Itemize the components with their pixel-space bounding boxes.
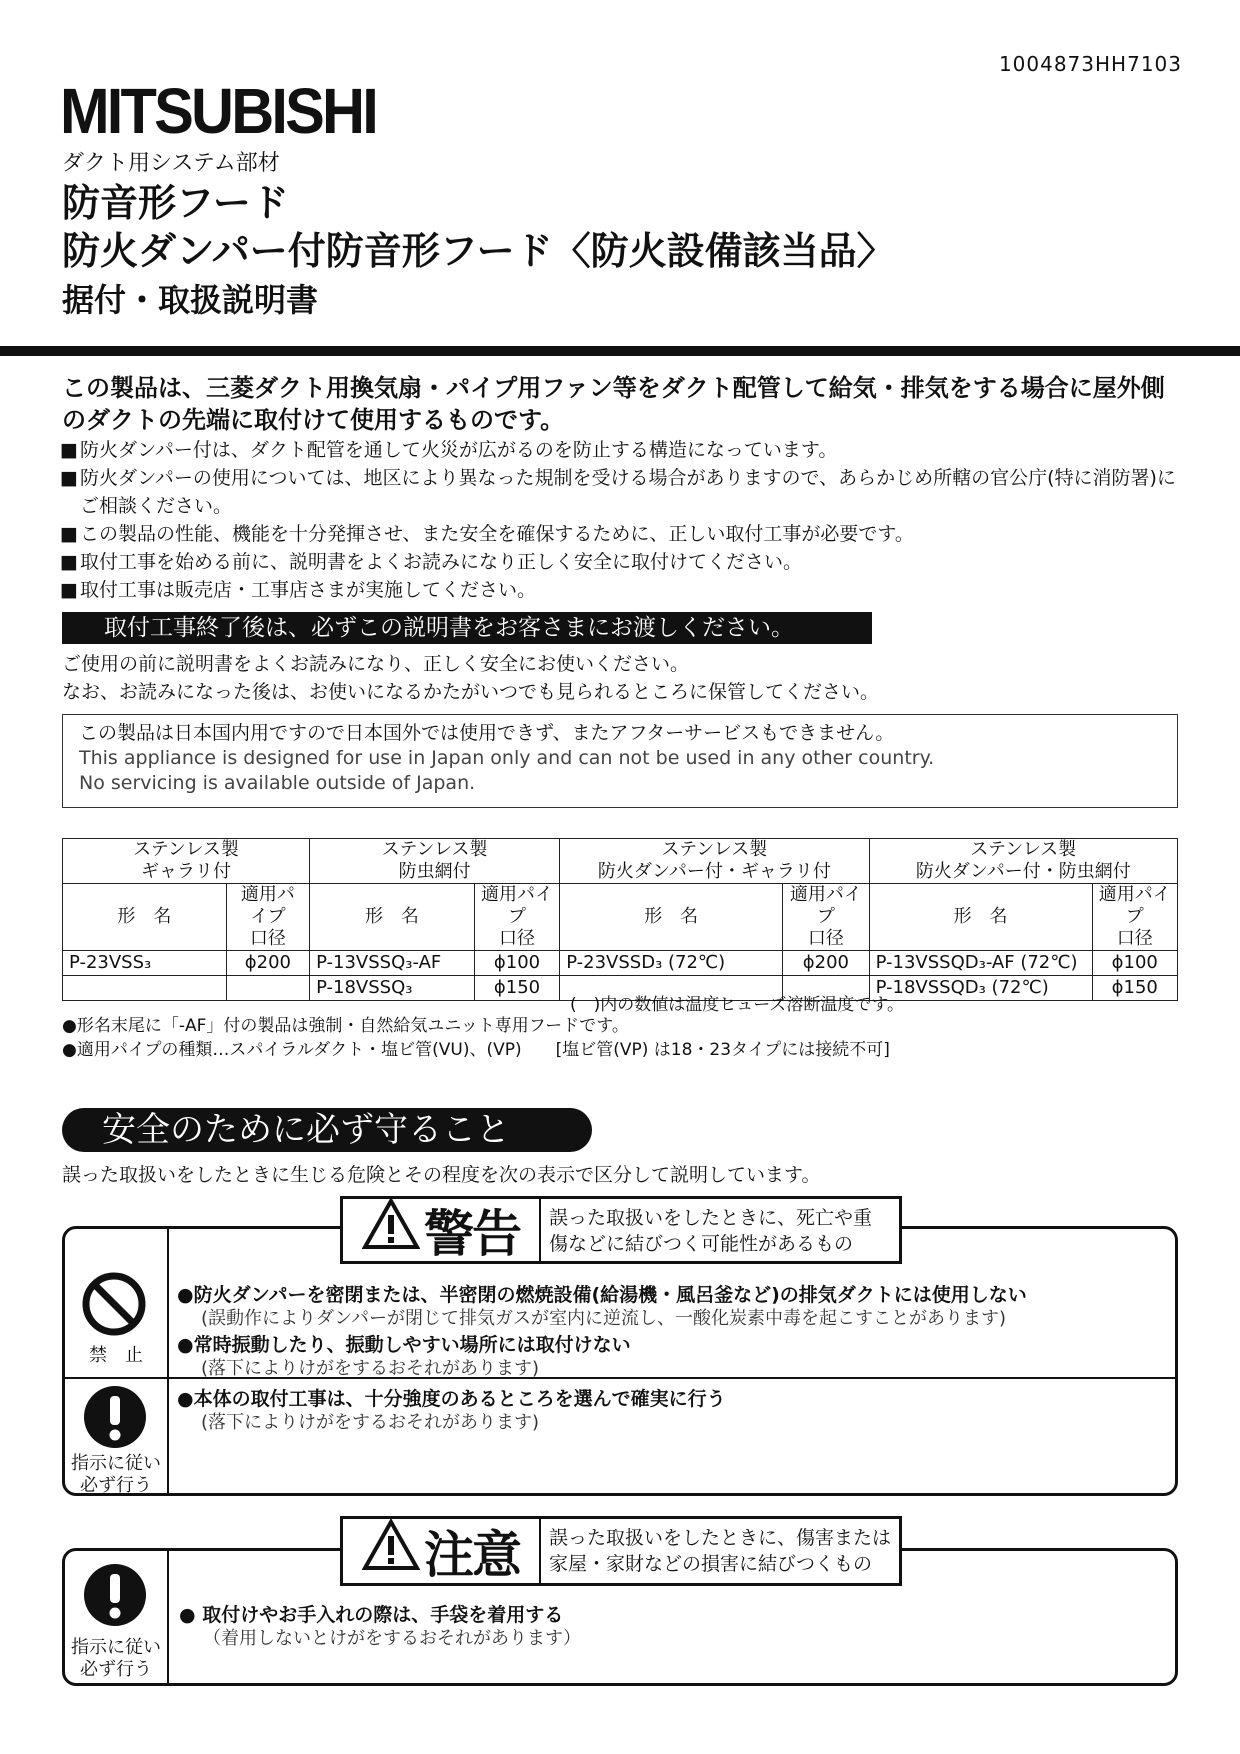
document-id: 1004873HH7103 [998, 52, 1182, 76]
domestic-use-notice [62, 714, 1178, 808]
col-model: 形 名 [560, 884, 783, 951]
fuse-temperature-note: ( )内の数値は温度ヒューズ溶断温度です。 [570, 995, 905, 1015]
cell: ϕ200 [783, 951, 869, 976]
note-item: ■ 取付工事を始める前に、説明書をよくお読みになり正しく安全に取付けてください。 [60, 551, 803, 573]
mandatory-caption: 指示に従い 必ず行う [71, 1637, 161, 1680]
title-line-3: 据付・取扱説明書 [62, 281, 319, 319]
col-pipe: 適用パイプ 口径 [226, 884, 309, 951]
title-line-1: 防音形フード [62, 181, 289, 225]
caution-triangle-icon [362, 1519, 420, 1583]
bullet-notes [62, 1014, 890, 1062]
col-model: 形 名 [310, 884, 475, 951]
prohibition-icon [81, 1271, 147, 1341]
usage-note: ご使用の前に説明書をよくお読みになり、正しく安全にお使いください。 なお、お読みになった後は、お使いになるかたがいつでも見られるところに保管してください。 [62, 653, 880, 703]
cell: ϕ150 [1092, 976, 1177, 1001]
warning-item: ●防火ダンパーを密閉または、半密閉の燃焼設備(給湯機・風呂釜など)の排気ダクトには使用しない (誤動作によりダンパーが閉じて排気ガスが室内に逆流し、一酸化炭素中毒を起こすことがあります) [177, 1284, 1027, 1329]
note-item: ■ 取付工事は販売店・工事店さまが実施してください。 [60, 579, 537, 601]
caution-item: ● 取付けやお手入れの際は、手袋を着用する （着用しないとけがをするおそれがあります） [179, 1604, 581, 1649]
cell: P-18VSSQD₃ (72℃) [869, 976, 1092, 1001]
safety-heading: 安全のために必ず守ること [62, 1108, 592, 1152]
notice-en-1: This appliance is designed for use in Japan only and can not be used in any other country. [79, 747, 935, 769]
col-model: 形 名 [63, 884, 227, 951]
warning-item: ●常時振動したり、振動しやすい場所には取付けない (落下によりけがをするおそれがあります) [177, 1334, 631, 1379]
bullet-item: ●形名末尾に「-AF」付の製品は強制・自然給気ユニット専用フードです。 [62, 1016, 629, 1036]
prohibition-caption: 禁 止 [89, 1345, 143, 1366]
cell: P-23VSSD₃ (72℃) [560, 951, 783, 976]
table-column-row [63, 884, 1178, 951]
notice-en-2: No servicing is available outside of Japan. [79, 772, 476, 794]
cell [226, 976, 309, 1001]
warning-signal-label [340, 1196, 902, 1264]
col-model: 形 名 [869, 884, 1092, 951]
cell: ϕ100 [474, 951, 559, 976]
note-item: ■ この製品の性能、機能を十分発揮させ、また安全を確保するために、正しい取付工事が必要です。 [60, 523, 914, 545]
title-line-2: 防火ダンパー付防音形フード〈防火設備該当品〉 [62, 229, 895, 273]
col-pipe: 適用パイプ 口径 [474, 884, 559, 951]
note-item: ■ 防火ダンパーの使用については、地区により異なった規制を受ける場合がありますので、あらかじめ所轄の官公庁(特に消防署)にご相談ください。 [60, 467, 1176, 517]
handover-banner: 取付工事終了後は、必ずこの説明書をお客さまにお渡しください。 [62, 612, 872, 644]
table-row [63, 951, 1178, 976]
note-item: ■ 防火ダンパー付は、ダクト配管を通して火災が広がるのを防止する構造になっています。 [60, 439, 838, 461]
cell: P-13VSSQD₃-AF (72℃) [869, 951, 1092, 976]
safety-intro: 誤った取扱いをしたときに生じる危険とその程度を次の表示で区分して説明しています。 [62, 1164, 821, 1186]
lead-paragraph: この製品は、三菱ダクト用換気扇・パイプ用ファン等をダクト配管して給気・排気をする場合に屋外側のダクトの先端に取付けて使用するものです。 [62, 374, 1165, 434]
mandatory-icon [83, 1385, 147, 1453]
model-table [62, 838, 1178, 1001]
group-header: ステンレス製 防火ダンパー付・防虫網付 [869, 839, 1177, 884]
table-group-row [63, 839, 1178, 884]
caution-signal-label [340, 1516, 902, 1586]
col-pipe: 適用パイプ 口径 [783, 884, 869, 951]
brand-logo: MITSUBISHI [60, 75, 376, 147]
header-rule [0, 346, 1240, 356]
bullet-item: ●適用パイプの種類…スパイラルダクト・塩ビ管(VU)、(VP) [塩ビ管(VP) は18・23タイプには接続不可] [62, 1040, 890, 1060]
cell: P-23VSS₃ [63, 951, 227, 976]
notes-list [60, 436, 1190, 604]
warning-description: 誤った取扱いをしたときに、死亡や重 傷などに結びつく可能性があるもの [549, 1207, 873, 1255]
group-header: ステンレス製 ギャラリ付 [63, 839, 310, 884]
cell: ϕ100 [1092, 951, 1177, 976]
caution-word: 注意 [424, 1526, 520, 1584]
warning-word: 警告 [424, 1205, 520, 1263]
mandatory-icon [83, 1563, 147, 1631]
group-header: ステンレス製 防虫網付 [310, 839, 560, 884]
group-header: ステンレス製 防火ダンパー付・ギャラリ付 [560, 839, 869, 884]
warning-item: ●本体の取付工事は、十分強度のあるところを選んで確実に行う (落下によりけがをするおそれがあります) [177, 1388, 726, 1433]
col-pipe: 適用パイプ 口径 [1092, 884, 1177, 951]
category-label: ダクト用システム部材 [62, 151, 280, 176]
notice-jp: この製品は日本国内用ですので日本国外では使用できず、またアフターサービスもできません。 [79, 722, 895, 744]
cell [63, 976, 227, 1001]
mandatory-caption: 指示に従い 必ず行う [71, 1453, 161, 1496]
caution-description: 誤った取扱いをしたときに、傷害または 家屋・家財などの損害に結びつくもの [549, 1527, 892, 1575]
warning-panel [62, 1226, 1178, 1496]
cell: P-18VSSQ₃ [310, 976, 475, 1001]
cell: ϕ200 [226, 951, 309, 976]
warning-triangle-icon [362, 1198, 420, 1262]
cell: P-13VSSQ₃-AF [310, 951, 475, 976]
cell: ϕ150 [474, 976, 559, 1001]
